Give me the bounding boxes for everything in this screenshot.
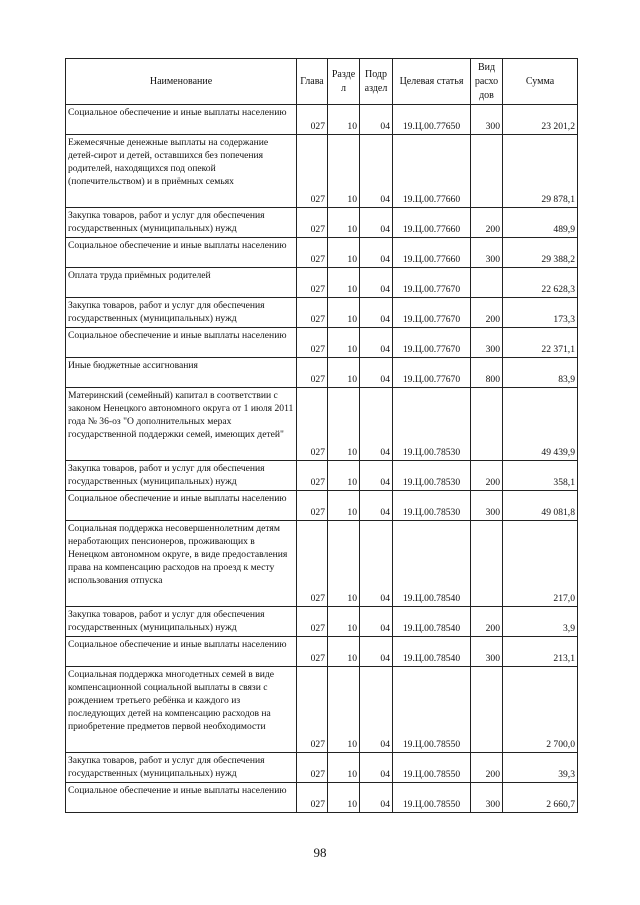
cell-name: Иные бюджетные ассигнования: [66, 358, 297, 388]
cell-razdel: 10: [328, 753, 360, 783]
cell-podrazdel: 04: [360, 667, 393, 753]
cell-glava: 027: [297, 105, 328, 135]
cell-summa: 489,9: [503, 208, 578, 238]
cell-statya: 19.Ц.00.77660: [393, 238, 471, 268]
cell-statya: 19.Ц.00.78540: [393, 521, 471, 607]
cell-podrazdel: 04: [360, 607, 393, 637]
cell-name: Ежемесячные денежные выплаты на содержание детей-сирот и детей, оставшихся без попечения родителей, находящихся под опекой (попечительством) и в приёмных семьях: [66, 135, 297, 208]
header-vid: Вид расхо дов: [471, 59, 503, 105]
cell-razdel: 10: [328, 461, 360, 491]
cell-vid: [471, 268, 503, 298]
cell-razdel: 10: [328, 388, 360, 461]
cell-name: Социальное обеспечение и иные выплаты населению: [66, 238, 297, 268]
cell-glava: 027: [297, 388, 328, 461]
cell-summa: 2 700,0: [503, 667, 578, 753]
cell-glava: 027: [297, 208, 328, 238]
cell-razdel: 10: [328, 521, 360, 607]
cell-summa: 358,1: [503, 461, 578, 491]
header-name: Наименование: [66, 59, 297, 105]
table-row: [66, 105, 578, 135]
table-row: [66, 637, 578, 667]
cell-vid: 200: [471, 208, 503, 238]
cell-glava: 027: [297, 298, 328, 328]
cell-summa: 39,3: [503, 753, 578, 783]
cell-name: Материнский (семейный) капитал в соответствии с законом Ненецкого автономного округа от 1 июля 2011 года № 36-оз "О дополнительных мерах государственной поддержки семей, имеющих детей": [66, 388, 297, 461]
cell-statya: 19.Ц.00.77670: [393, 268, 471, 298]
cell-statya: 19.Ц.00.78530: [393, 388, 471, 461]
cell-vid: 200: [471, 461, 503, 491]
cell-podrazdel: 04: [360, 637, 393, 667]
cell-podrazdel: 04: [360, 783, 393, 813]
cell-statya: 19.Ц.00.78550: [393, 783, 471, 813]
cell-glava: 027: [297, 753, 328, 783]
cell-razdel: 10: [328, 105, 360, 135]
cell-statya: 19.Ц.00.78550: [393, 753, 471, 783]
cell-razdel: 10: [328, 298, 360, 328]
cell-razdel: 10: [328, 238, 360, 268]
table-row: [66, 298, 578, 328]
cell-vid: [471, 667, 503, 753]
table-row: [66, 328, 578, 358]
cell-razdel: 10: [328, 328, 360, 358]
cell-razdel: 10: [328, 268, 360, 298]
cell-glava: 027: [297, 521, 328, 607]
cell-vid: 200: [471, 607, 503, 637]
cell-razdel: 10: [328, 135, 360, 208]
cell-statya: 19.Ц.00.78530: [393, 491, 471, 521]
cell-glava: 027: [297, 783, 328, 813]
cell-summa: 3,9: [503, 607, 578, 637]
table-row: [66, 461, 578, 491]
cell-name: Закупка товаров, работ и услуг для обеспечения государственных (муниципальных) нужд: [66, 461, 297, 491]
cell-name: Закупка товаров, работ и услуг для обеспечения государственных (муниципальных) нужд: [66, 753, 297, 783]
cell-name: Социальная поддержка многодетных семей в виде компенсационной социальной выплаты в связи с рождением третьего ребёнка и каждого из последующих детей на компенсацию расходов на приобретение предметов первой необходимости: [66, 667, 297, 753]
cell-summa: 22 628,3: [503, 268, 578, 298]
cell-summa: 29 388,2: [503, 238, 578, 268]
cell-statya: 19.Ц.00.78540: [393, 607, 471, 637]
page-number: 98: [313, 845, 327, 860]
header-glava: Глава: [297, 59, 328, 105]
cell-vid: [471, 521, 503, 607]
cell-podrazdel: 04: [360, 328, 393, 358]
cell-vid: 800: [471, 358, 503, 388]
cell-summa: 22 371,1: [503, 328, 578, 358]
cell-razdel: 10: [328, 358, 360, 388]
table-row: [66, 521, 578, 607]
cell-razdel: 10: [328, 491, 360, 521]
cell-glava: 027: [297, 607, 328, 637]
cell-glava: 027: [297, 268, 328, 298]
table-row: [66, 135, 578, 208]
cell-name: Оплата труда приёмных родителей: [66, 268, 297, 298]
cell-name: Социальное обеспечение и иные выплаты населению: [66, 491, 297, 521]
cell-podrazdel: 04: [360, 491, 393, 521]
cell-podrazdel: 04: [360, 461, 393, 491]
cell-name: Социальное обеспечение и иные выплаты населению: [66, 105, 297, 135]
cell-summa: 23 201,2: [503, 105, 578, 135]
cell-podrazdel: 04: [360, 105, 393, 135]
cell-vid: [471, 388, 503, 461]
table-row: [66, 667, 578, 753]
cell-summa: 173,3: [503, 298, 578, 328]
cell-podrazdel: 04: [360, 238, 393, 268]
cell-statya: 19.Ц.00.77660: [393, 135, 471, 208]
table-row: [66, 208, 578, 238]
cell-vid: [471, 135, 503, 208]
table-row: [66, 388, 578, 461]
cell-glava: 027: [297, 491, 328, 521]
cell-razdel: 10: [328, 607, 360, 637]
cell-vid: 200: [471, 753, 503, 783]
cell-vid: 300: [471, 637, 503, 667]
cell-statya: 19.Ц.00.78530: [393, 461, 471, 491]
cell-glava: 027: [297, 461, 328, 491]
cell-statya: 19.Ц.00.77670: [393, 328, 471, 358]
cell-name: Закупка товаров, работ и услуг для обеспечения государственных (муниципальных) нужд: [66, 208, 297, 238]
table-row: [66, 607, 578, 637]
cell-glava: 027: [297, 328, 328, 358]
header-podrazdel: Подр аздел: [360, 59, 393, 105]
cell-podrazdel: 04: [360, 388, 393, 461]
table-row: [66, 491, 578, 521]
cell-razdel: 10: [328, 783, 360, 813]
cell-glava: 027: [297, 637, 328, 667]
cell-razdel: 10: [328, 637, 360, 667]
cell-name: Социальное обеспечение и иные выплаты населению: [66, 783, 297, 813]
table-row: [66, 783, 578, 813]
cell-statya: 19.Ц.00.78540: [393, 637, 471, 667]
cell-podrazdel: 04: [360, 208, 393, 238]
table-row: [66, 268, 578, 298]
header-statya: Целевая статья: [393, 59, 471, 105]
table-header-row: [66, 59, 578, 105]
cell-vid: 200: [471, 298, 503, 328]
cell-summa: 217,0: [503, 521, 578, 607]
table-body: [66, 105, 578, 813]
cell-summa: 213,1: [503, 637, 578, 667]
cell-summa: 49 081,8: [503, 491, 578, 521]
cell-name: Закупка товаров, работ и услуг для обеспечения государственных (муниципальных) нужд: [66, 298, 297, 328]
table-row: [66, 753, 578, 783]
cell-name: Социальная поддержка несовершеннолетним детям неработающих пенсионеров, проживающих в Ненецком автономном округе, в виде предоставления права на компенсацию расходов на проезд к месту использования отпуска: [66, 521, 297, 607]
cell-statya: 19.Ц.00.77660: [393, 208, 471, 238]
cell-glava: 027: [297, 135, 328, 208]
cell-vid: 300: [471, 105, 503, 135]
cell-vid: 300: [471, 783, 503, 813]
cell-name: Социальное обеспечение и иные выплаты населению: [66, 637, 297, 667]
cell-statya: 19.Ц.00.77650: [393, 105, 471, 135]
cell-statya: 19.Ц.00.77670: [393, 358, 471, 388]
table-row: [66, 358, 578, 388]
cell-razdel: 10: [328, 208, 360, 238]
header-razdel: Разде л: [328, 59, 360, 105]
cell-podrazdel: 04: [360, 521, 393, 607]
cell-summa: 49 439,9: [503, 388, 578, 461]
cell-statya: 19.Ц.00.77670: [393, 298, 471, 328]
cell-summa: 29 878,1: [503, 135, 578, 208]
cell-podrazdel: 04: [360, 268, 393, 298]
cell-glava: 027: [297, 667, 328, 753]
cell-glava: 027: [297, 238, 328, 268]
cell-vid: 300: [471, 491, 503, 521]
cell-summa: 83,9: [503, 358, 578, 388]
header-summa: Сумма: [503, 59, 578, 105]
cell-name: Социальное обеспечение и иные выплаты населению: [66, 328, 297, 358]
cell-podrazdel: 04: [360, 753, 393, 783]
cell-statya: 19.Ц.00.78550: [393, 667, 471, 753]
budget-table: [65, 58, 578, 813]
table-row: [66, 238, 578, 268]
cell-podrazdel: 04: [360, 298, 393, 328]
cell-vid: 300: [471, 328, 503, 358]
cell-podrazdel: 04: [360, 358, 393, 388]
cell-summa: 2 660,7: [503, 783, 578, 813]
cell-name: Закупка товаров, работ и услуг для обеспечения государственных (муниципальных) нужд: [66, 607, 297, 637]
cell-vid: 300: [471, 238, 503, 268]
cell-podrazdel: 04: [360, 135, 393, 208]
cell-razdel: 10: [328, 667, 360, 753]
cell-glava: 027: [297, 358, 328, 388]
